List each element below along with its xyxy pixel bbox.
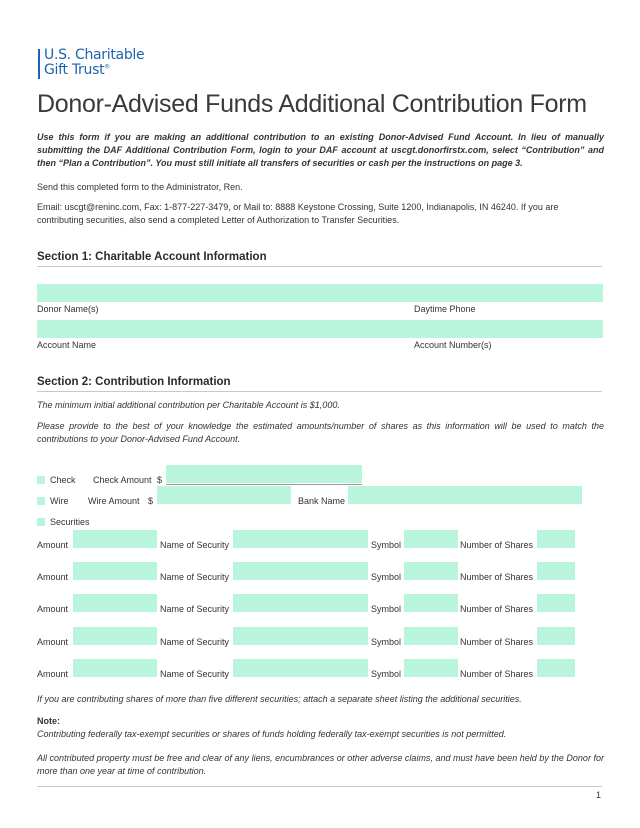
symbol-input[interactable]	[404, 530, 458, 548]
name-of-security-input[interactable]	[233, 627, 368, 645]
bank-name-label: Bank Name	[298, 496, 346, 506]
securities-label: Securities	[50, 517, 90, 527]
wire-amount-label: Wire Amount	[88, 496, 140, 506]
symbol-label: Symbol	[371, 637, 402, 647]
name-of-security-label: Name of Security	[160, 669, 230, 679]
symbol-label: Symbol	[371, 572, 402, 582]
wire-checkbox[interactable]	[37, 497, 45, 505]
contact-info: Email: uscgt@reninc.com, Fax: 1-877-227-3479, or Mail to: 8888 Keystone Crossing, Suite 1200, Indianapolis, IN 46240. If you are contributing securities, also send a completed Letter of Authorization to Transfer Securities.	[37, 202, 559, 225]
property-text: All contributed property must be free and clear of any liens, encumbrances or other adverse claims, and must have been held by the Donor for more than one year at time of contribution.	[37, 753, 604, 776]
name-of-security-input[interactable]	[233, 562, 368, 580]
section2-divider	[37, 391, 602, 392]
symbol-input[interactable]	[404, 562, 458, 580]
check-amount-label: Check Amount	[93, 475, 152, 485]
account-name-label: Account Name	[37, 340, 97, 350]
amount-label: Amount	[37, 637, 69, 647]
note-text: Contributing federally tax-exempt securities or shares of funds holding federally tax-exempt securities is not permitted.	[37, 729, 507, 739]
number-of-shares-label: Number of Shares	[460, 669, 534, 679]
number-of-shares-input[interactable]	[537, 530, 575, 548]
number-of-shares-input[interactable]	[537, 627, 575, 645]
check-amount-input[interactable]	[166, 465, 362, 483]
daytime-phone-label: Daytime Phone	[414, 304, 476, 314]
account-numbers-label: Account Number(s)	[414, 340, 492, 350]
symbol-label: Symbol	[371, 669, 402, 679]
section1-divider	[37, 266, 602, 267]
symbol-input[interactable]	[404, 627, 458, 645]
amount-input[interactable]	[73, 659, 157, 677]
amount-input[interactable]	[73, 594, 157, 612]
check-checkbox[interactable]	[37, 476, 45, 484]
amount-label: Amount	[37, 540, 69, 550]
name-of-security-label: Name of Security	[160, 637, 230, 647]
amount-label: Amount	[37, 572, 69, 582]
symbol-input[interactable]	[404, 659, 458, 677]
wire-amount-input[interactable]	[157, 486, 291, 504]
number-of-shares-input[interactable]	[537, 562, 575, 580]
intro-text: Use this form if you are making an additional contribution to an existing Donor-Advised Fund Account. In lieu of manually submitting the DAF Additional Contribution Form, login to your DAF account at uscgt.donorfirstx.com, select “Contribution” and then “Plan a Contribution”. You must still initiate all transfers of securities or cash per the instructions on page 3.	[37, 132, 604, 168]
number-of-shares-label: Number of Shares	[460, 604, 534, 614]
check-amount-underline	[166, 484, 362, 485]
logo-line-2	[44, 62, 110, 78]
check-label: Check	[50, 475, 76, 485]
section1-title: Section 1: Charitable Account Information	[37, 251, 267, 263]
minimum-contribution-text: The minimum initial additional contribution per Charitable Account is $1,000.	[37, 400, 340, 410]
section2-title: Section 2: Contribution Information	[37, 376, 231, 388]
securities-checkbox[interactable]	[37, 518, 45, 526]
name-of-security-label: Name of Security	[160, 540, 230, 550]
page-title: Donor-Advised Funds Additional Contribution Form	[37, 90, 587, 118]
logo-line-1: U.S. Charitable	[44, 47, 145, 63]
name-of-security-label: Name of Security	[160, 572, 230, 582]
symbol-label: Symbol	[371, 540, 402, 550]
number-of-shares-label: Number of Shares	[460, 540, 534, 550]
amount-label: Amount	[37, 669, 69, 679]
name-of-security-input[interactable]	[233, 594, 368, 612]
more-than-five-text: If you are contributing shares of more than five different securities; attach a separate sheet listing the additional securities.	[37, 694, 522, 704]
number-of-shares-label: Number of Shares	[460, 637, 534, 647]
amount-input[interactable]	[73, 562, 157, 580]
name-of-security-input[interactable]	[233, 659, 368, 677]
amount-label: Amount	[37, 604, 69, 614]
donor-name-phone-field[interactable]	[37, 284, 603, 302]
page-number: 1	[596, 790, 602, 800]
name-of-security-input[interactable]	[233, 530, 368, 548]
donor-names-label: Donor Name(s)	[37, 304, 99, 314]
name-of-security-label: Name of Security	[160, 604, 230, 614]
number-of-shares-input[interactable]	[537, 659, 575, 677]
check-currency: $	[157, 475, 163, 485]
symbol-input[interactable]	[404, 594, 458, 612]
logo-bar	[38, 49, 40, 79]
number-of-shares-input[interactable]	[537, 594, 575, 612]
amount-input[interactable]	[73, 627, 157, 645]
logo-trademark: ®	[104, 63, 110, 71]
wire-currency: $	[148, 496, 154, 506]
wire-label: Wire	[50, 496, 69, 506]
account-name-number-field[interactable]	[37, 320, 603, 338]
bank-name-input[interactable]	[348, 486, 582, 504]
logo-line-2-text: Gift Trust	[44, 62, 105, 78]
symbol-label: Symbol	[371, 604, 402, 614]
number-of-shares-label: Number of Shares	[460, 572, 534, 582]
amount-input[interactable]	[73, 530, 157, 548]
footer-divider	[37, 786, 602, 787]
send-instructions: Send this completed form to the Administrator, Ren.	[37, 182, 243, 192]
note-heading: Note:	[37, 716, 60, 726]
estimate-instructions: Please provide to the best of your knowledge the estimated amounts/number of shares as this information will be used to match the contributions to your Donor-Advised Fund Account.	[37, 421, 604, 444]
